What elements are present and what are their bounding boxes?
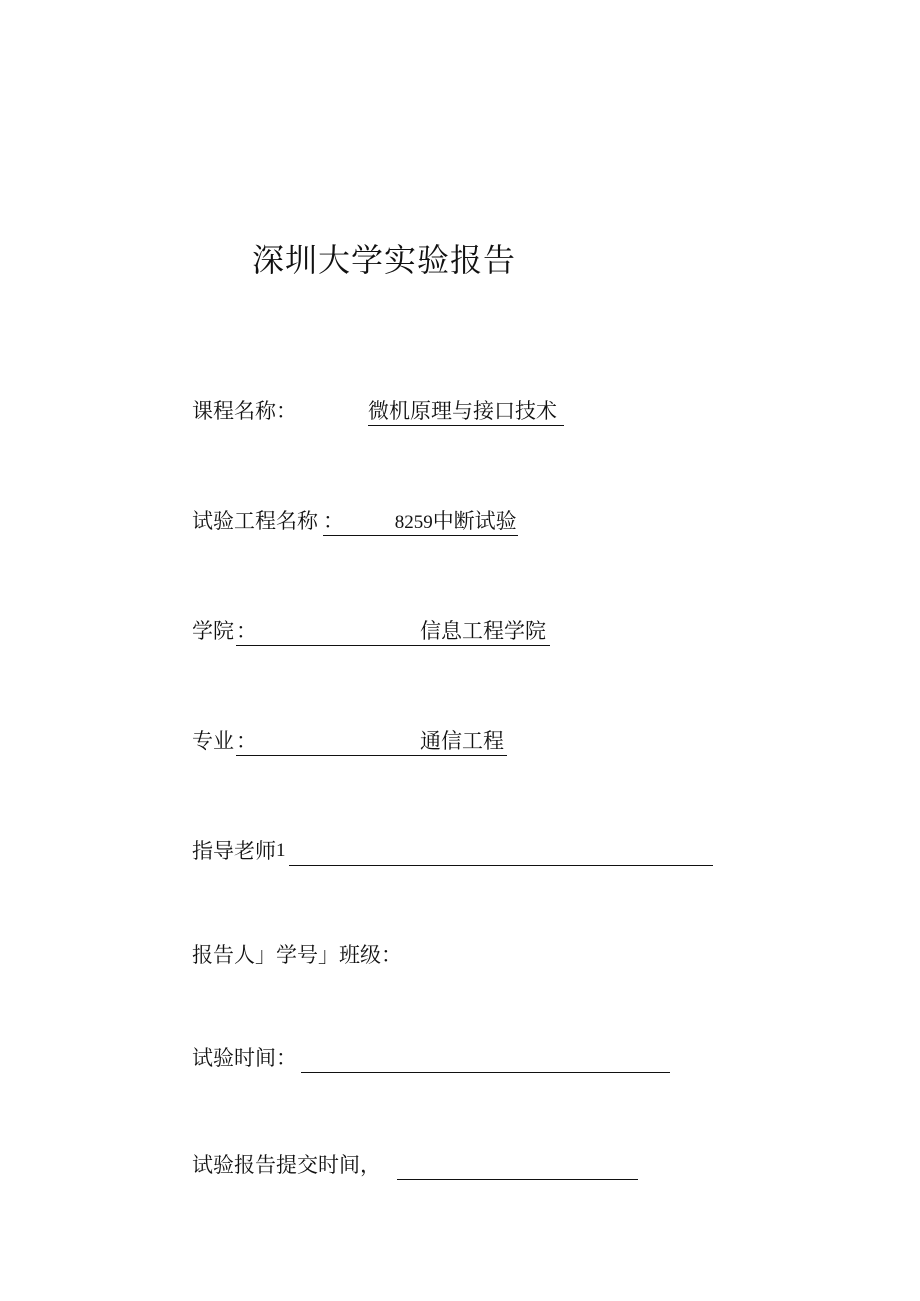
college-value-field	[236, 616, 550, 646]
advisor-suffix: 1	[276, 840, 286, 861]
project-value-field	[323, 506, 518, 536]
report-title: 深圳大学实验报告	[252, 241, 517, 279]
advisor-value	[289, 836, 713, 866]
course-label: 课程名称：	[192, 399, 297, 423]
college-colon: ：	[236, 619, 257, 643]
exp-time-row	[192, 1043, 297, 1073]
project-value-text: 中断试验	[432, 509, 517, 533]
project-value-number: 8259	[394, 512, 433, 533]
submit-time-label: 试验报告提交时间，	[192, 1153, 381, 1177]
course-row	[192, 396, 557, 426]
exp-time-label: 试验时间：	[192, 1046, 297, 1070]
submit-time-value	[397, 1150, 638, 1180]
college-row	[192, 616, 546, 646]
project-colon: ：	[323, 509, 344, 533]
reporter-label: 报告人」学号」班级：	[192, 943, 402, 967]
major-value: 通信工程	[420, 729, 504, 753]
college-label: 学院	[192, 619, 234, 643]
reporter-row	[192, 940, 402, 970]
exp-time-value	[301, 1043, 670, 1073]
major-row	[192, 726, 504, 756]
college-value: 信息工程学院	[420, 619, 546, 643]
submit-time-row	[192, 1150, 381, 1180]
course-value: 微机原理与接口技术	[368, 396, 564, 426]
project-label: 试验工程名称	[192, 509, 318, 533]
advisor-row	[192, 836, 286, 866]
major-colon: ：	[236, 729, 257, 753]
project-row	[192, 506, 517, 536]
advisor-label: 指导老师	[192, 839, 276, 863]
major-value-field	[236, 726, 507, 756]
major-label: 专业	[192, 729, 234, 753]
